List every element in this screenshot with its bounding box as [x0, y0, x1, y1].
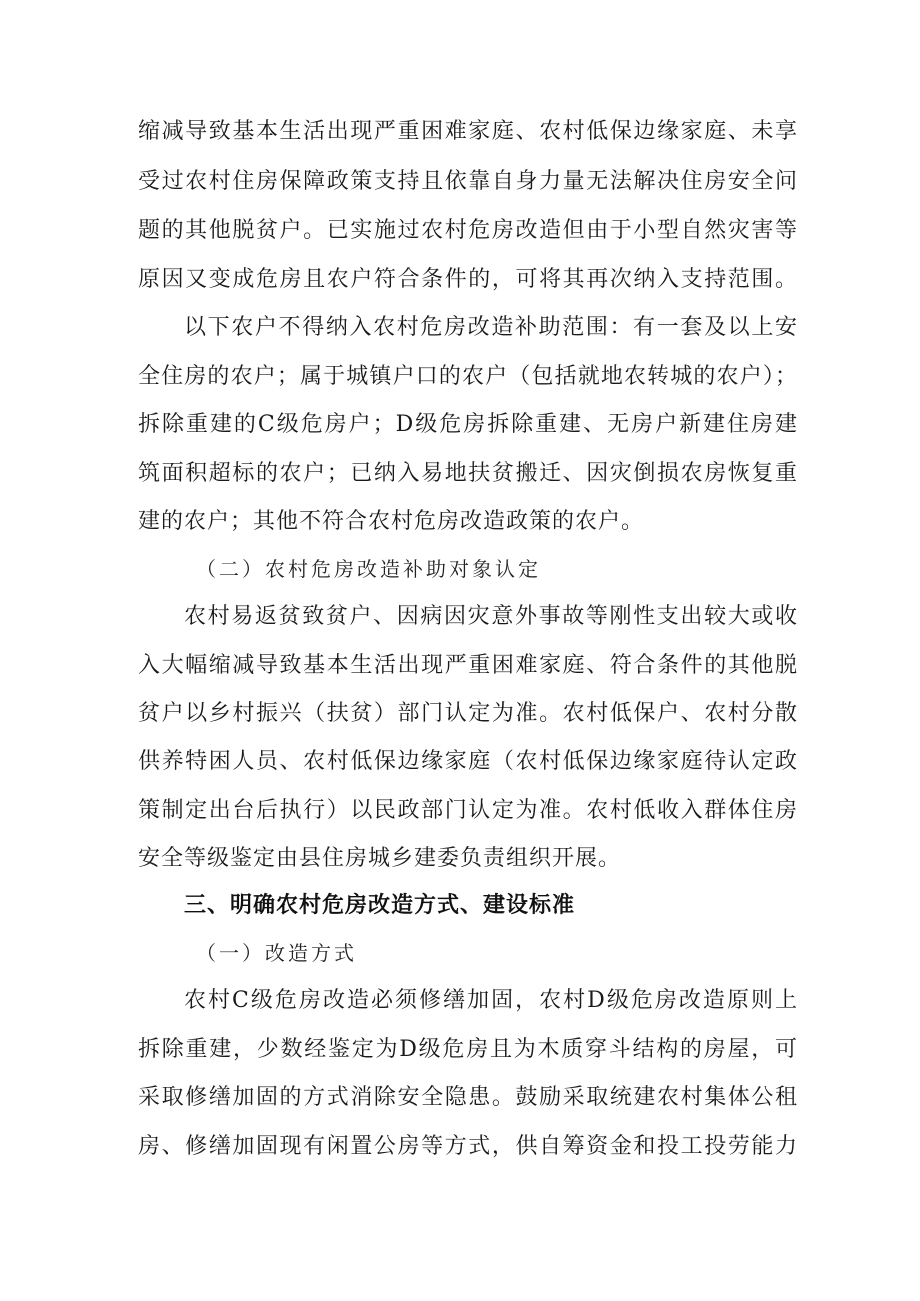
paragraph-2-line-5: 建的农户；其他不符合农村危房改造政策的农户。 — [138, 509, 645, 534]
paragraph-2-line-1: 以下农户不得纳入农村危房改造补助范围：有一套及以上安 — [184, 315, 798, 340]
paragraph-2-line-4: 筑面积超标的农户；已纳入易地扶贫搬迁、因灾倒损农房恢复重 — [138, 461, 798, 486]
paragraph-4-line-4: 房、修缮加固现有闲置公房等方式，供自筹资金和投工投劳能力 — [138, 1134, 798, 1159]
paragraph-2-line-3: 拆除重建的C级危房户；D级危房拆除重建、无房户新建住房建 — [138, 412, 798, 437]
paragraph-3-line-6: 安全等级鉴定由县住房城乡建委负责组织开展。 — [138, 846, 622, 871]
paragraph-1-line-1: 缩减导致基本生活出现严重困难家庭、农村低保边缘家庭、未享 — [138, 119, 798, 144]
paragraph-3-line-1: 农村易返贫致贫户、因病因灾意外事故等刚性支出较大或收 — [184, 604, 798, 629]
section-heading-3: 三、明确农村危房改造方式、建设标准 — [184, 893, 576, 918]
paragraph-2-line-2: 全住房的农户；属于城镇户口的农户（包括就地农转城的农户）； — [138, 364, 798, 389]
subheading-section-2-2: （二）农村危房改造补助对象认定 — [196, 557, 541, 581]
paragraph-4-line-1: 农村C级危房改造必须修缮加固，农村D级危房改造原则上 — [184, 988, 798, 1013]
paragraph-3-line-4: 供养特困人员、农村低保边缘家庭（农村低保边缘家庭待认定政 — [138, 749, 798, 774]
paragraph-3-line-5: 策制定出台后执行）以民政部门认定为准。农村低收入群体住房 — [138, 798, 798, 823]
paragraph-4-line-3: 采取修缮加固的方式消除安全隐患。鼓励采取统建农村集体公租 — [138, 1085, 798, 1110]
paragraph-3-line-3: 贫户以乡村振兴（扶贫）部门认定为准。农村低保户、农村分散 — [138, 701, 798, 726]
paragraph-3-line-2: 入大幅缩减导致基本生活出现严重困难家庭、符合条件的其他脱 — [138, 653, 798, 678]
paragraph-1-line-3: 题的其他脱贫户。已实施过农村危房改造但由于小型自然灾害等 — [138, 218, 798, 243]
subheading-section-3-1: （一）改造方式 — [196, 941, 357, 965]
paragraph-4-line-2: 拆除重建，少数经鉴定为D级危房且为木质穿斗结构的房屋，可 — [138, 1037, 798, 1062]
paragraph-1-line-4: 原因又变成危房且农户符合条件的，可将其再次纳入支持范围。 — [138, 267, 798, 292]
paragraph-1-line-2: 受过农村住房保障政策支持且依靠自身力量无法解决住房安全问 — [138, 169, 798, 194]
